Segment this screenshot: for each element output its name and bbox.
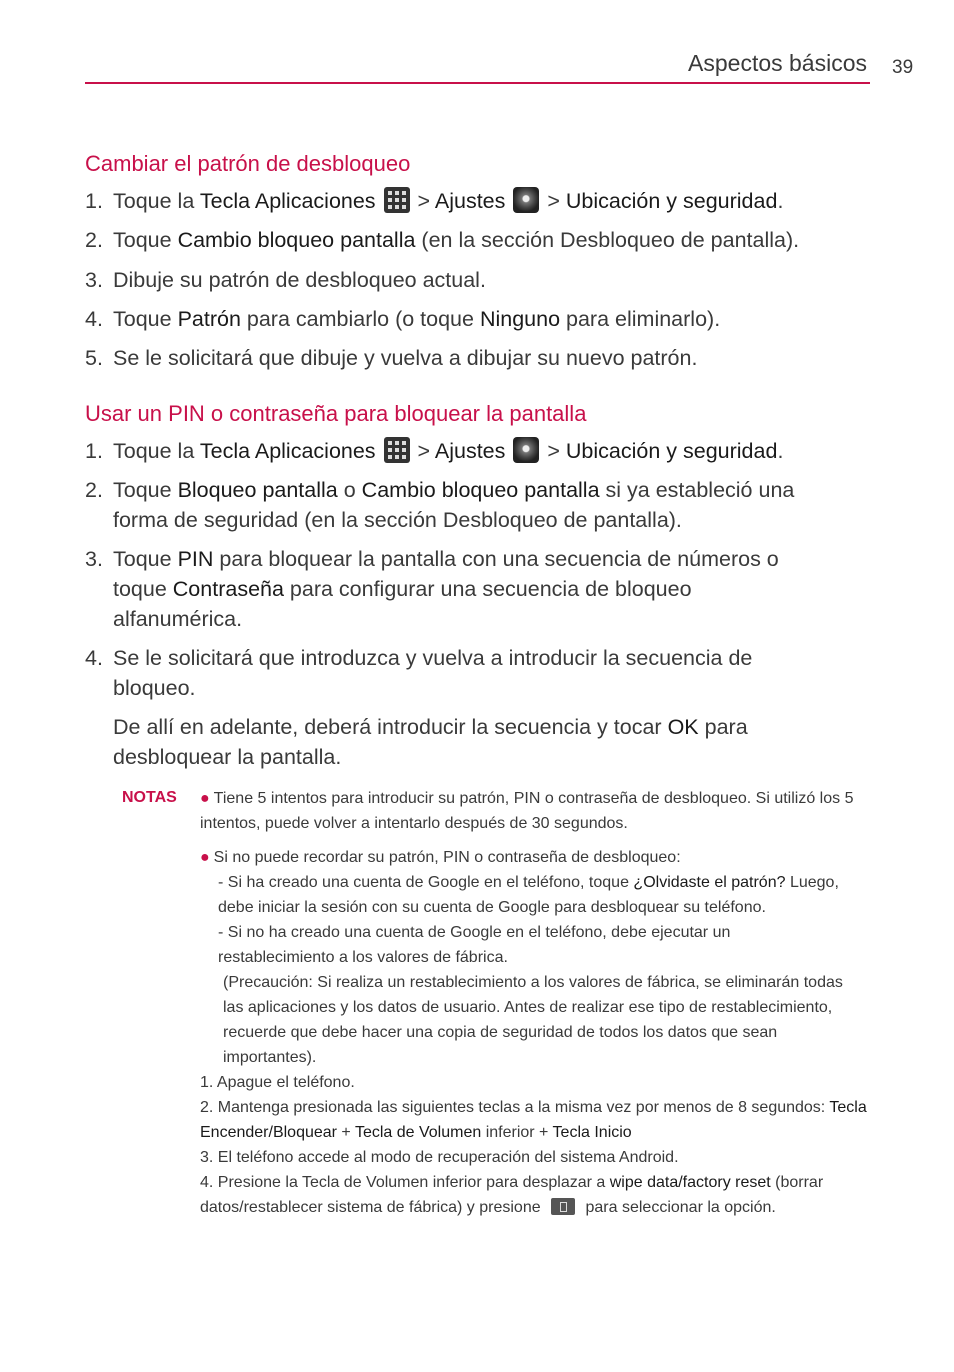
section2-step-1: 1. Toque la Tecla Aplicaciones > Ajustes > Ubicación y seguridad. <box>85 439 784 463</box>
home-key-icon <box>551 1198 575 1215</box>
section2-title: Usar un PIN o contraseña para bloquear la pantalla <box>85 401 587 426</box>
settings-icon <box>513 437 539 463</box>
notes-label: NOTAS <box>122 789 177 806</box>
section1-step-4: 4. Toque Patrón para cambiarlo (o toque Ninguno para eliminarlo). <box>85 307 721 331</box>
page-header <box>85 50 870 84</box>
section1-step-2: 2. Toque Cambio bloqueo pantalla (en la sección Desbloqueo de pantalla). <box>85 228 800 252</box>
section2-after-paragraph: De allí en adelante, deberá introducir la secuencia y tocar OK para desbloquear la pantalla. <box>113 715 748 769</box>
apps-grid-icon <box>384 437 410 463</box>
section-title: Aspectos básicos <box>688 50 867 76</box>
section1-title: Cambiar el patrón de desbloqueo <box>85 151 411 176</box>
apps-grid-icon <box>384 187 410 213</box>
section2-step-2: 2. Toque Bloqueo pantalla o Cambio bloqueo pantalla si ya estableció una forma de seguridad (en la sección Desbloqueo de pantalla). <box>85 478 795 532</box>
section1-step-3: 3. Dibuje su patrón de desbloqueo actual. <box>85 268 486 292</box>
section1-step-1: 1. Toque la Tecla Aplicaciones > Ajustes > Ubicación y seguridad. <box>85 189 784 213</box>
section1-step-5: 5. Se le solicitará que dibuje y vuelva a dibujar su nuevo patrón. <box>85 346 698 370</box>
section2-step-4: 4. Se le solicitará que introduzca y vuelva a introducir la secuencia de bloqueo. <box>85 646 753 700</box>
bullet-icon: ● <box>200 849 210 866</box>
bullet-icon: ● <box>200 790 210 807</box>
note-2: ● Si no puede recordar su patrón, PIN o contraseña de desbloqueo: - Si ha creado una cuenta de Google en el teléfono, toque ¿Olvidaste el patrón? Luego, debe iniciar la sesión con su cuenta de Google para desbloquear su teléfono. - Si no ha creado una cuenta de Google en el teléfono, debe ejecutar un restablecimiento a los valores de fábrica. (Precaución: Si realiza un restablecimiento a los valores de fábrica, se eliminarán todas las aplicaciones y los datos de usuario. Antes de realizar ese tipo de restablecimiento, recuerde que debe hacer una copia de seguridad de todos los datos que sean importantes). 1. Apague el teléfono. 2. Mantenga presionada las siguientes teclas a la misma vez por menos de 8 segundos: Tecla Encender/Bloquear + Tecla de Volumen inferior + Tecla Inicio 3. El teléfono accede al modo de recuperación del sistema Android. 4. Presione la Tecla de Volumen inferior para desplazar a wipe data/factory reset (borrar datos/restablecer sistema de fábrica) y presione para seleccionar la opción. <box>200 849 867 1216</box>
note-1: ● Tiene 5 intentos para introducir su patrón, PIN o contraseña de desbloqueo. Si utilizó los 5 intentos, puede volver a intentarlo después de 30 segundos. <box>200 790 854 832</box>
settings-icon <box>513 187 539 213</box>
page-number: 39 <box>892 57 914 78</box>
section2-step-3: 3. Toque PIN para bloquear la pantalla con una secuencia de números o toque Contraseña para configurar una secuencia de bloqueo alfanumérica. <box>85 547 779 631</box>
